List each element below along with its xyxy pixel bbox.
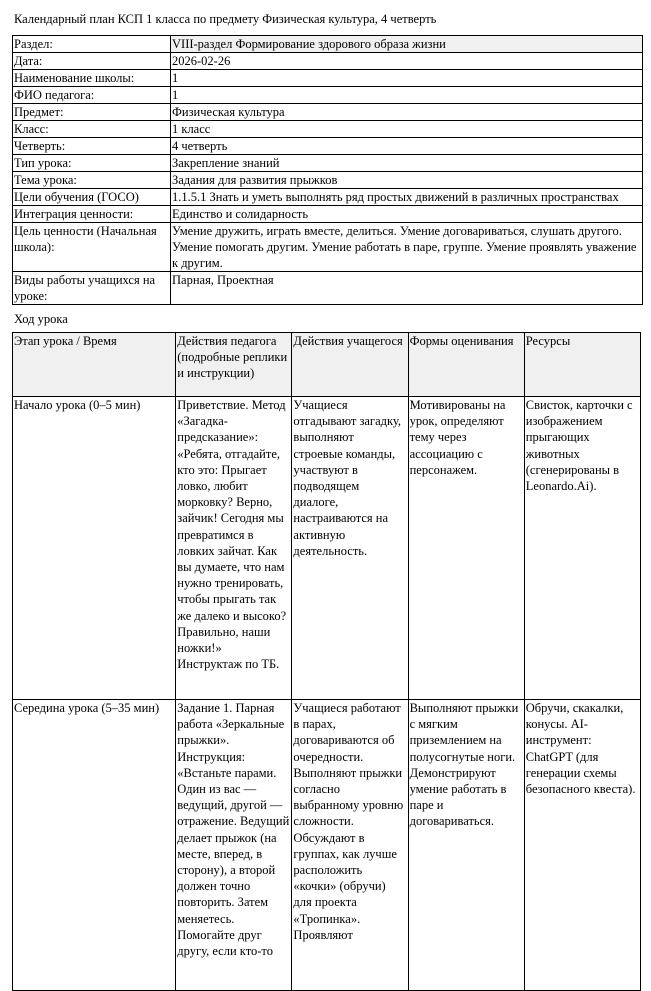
info-value: Закрепление знаний [171, 155, 643, 172]
info-row-class [13, 121, 643, 138]
info-row-goals [13, 189, 643, 206]
column-header: Действия педагога (подробные реплики и инструкции) [176, 333, 292, 397]
info-label: Тема урока: [13, 172, 171, 189]
column-header: Этап урока / Время [13, 333, 176, 397]
info-row-value-integration [13, 206, 643, 223]
info-value: 1 [171, 87, 643, 104]
teacher-actions-cell: Приветствие. Метод «Загадка-предсказание»: «Ребята, отгадайте, кто это: Прыгает ловко, любит морковку? Верно, зайчик! Сегодня мы превратимся в ловких зайчат. Как вы думаете, что нам нужно тренировать, чтобы прыгать так же далеко и высоко? Правильно, наши ножки!» Инструктаж по ТБ. [176, 397, 292, 700]
teacher-actions-cell: Задание 1. Парная работа «Зеркальные прыжки». Инструкция: «Встаньте парами. Один из вас — ведущий, другой — отражение. Ведущий делает прыжок (на месте, вперед, в сторону), а второй должен точно повторить. Затем меняетесь. Помогайте друг другу, если кто-то [176, 700, 292, 991]
info-value: Физическая культура [171, 104, 643, 121]
student-actions-cell: Учащиеся работают в парах, договариваются об очередности. Выполняют прыжки согласно выбранному уровню сложности. Обсуждают в группах, как лучше расположить «кочки» (обручи) для проекта «Тропинка». Проявляют [292, 700, 408, 991]
assessment-cell: Мотивированы на урок, определяют тему через ассоциацию с персонажем. [408, 397, 524, 700]
info-value: 1 класс [171, 121, 643, 138]
info-row-teacher [13, 87, 643, 104]
info-label: Класс: [13, 121, 171, 138]
column-header: Формы оценивания [408, 333, 524, 397]
info-value: 1 [171, 70, 643, 87]
lesson-info-table [12, 35, 643, 305]
info-value: VIII-раздел Формирование здорового образа жизни [171, 36, 643, 53]
info-row-school [13, 70, 643, 87]
info-row-lesson-type [13, 155, 643, 172]
info-value: 2026-02-26 [171, 53, 643, 70]
info-row-quarter [13, 138, 643, 155]
info-value: 4 четверть [171, 138, 643, 155]
lesson-plan-table [12, 332, 641, 991]
assessment-cell: Выполняют прыжки с мягким приземлением на полусогнутые ноги. Демонстрируют умение работать в паре и договариваться. [408, 700, 524, 991]
info-value: Единство и солидарность [171, 206, 643, 223]
resources-cell: Свисток, карточки с изображением прыгающих животных (сгенерированы в Leonardo.Ai). [524, 397, 640, 700]
info-label: Наименование школы: [13, 70, 171, 87]
resources-cell: Обручи, скакалки, конусы. AI-инструмент: ChatGPT (для генерации схемы безопасного квеста). [524, 700, 640, 991]
info-label: Интеграция ценности: [13, 206, 171, 223]
info-value: Умение дружить, играть вместе, делиться. Умение договариваться, слушать другого. Умение помогать другим. Умение работать в паре, группе. Умение проявлять уважение к другим. [171, 223, 643, 272]
student-actions-cell: Учащиеся отгадывают загадку, выполняют строевые команды, участвуют в подводящем диалоге, настраиваются на активную деятельность. [292, 397, 408, 700]
info-label: Цель ценности (Начальная школа): [13, 223, 171, 272]
info-row-work-types [13, 272, 643, 305]
info-label: Четверть: [13, 138, 171, 155]
info-label: ФИО педагога: [13, 87, 171, 104]
info-label: Раздел: [13, 36, 171, 53]
table-header-row [13, 333, 641, 397]
column-header: Ресурсы [524, 333, 640, 397]
info-value: 1.1.5.1 Знать и уметь выполнять ряд простых движений в различных пространствах [171, 189, 643, 206]
info-row-subject [13, 104, 643, 121]
info-label: Тип урока: [13, 155, 171, 172]
column-header: Действия учащегося [292, 333, 408, 397]
info-row-section [13, 36, 643, 53]
info-label: Предмет: [13, 104, 171, 121]
document-title: Календарный план КСП 1 класса по предмету Физическая культура, 4 четверть [14, 12, 437, 26]
info-row-topic [13, 172, 643, 189]
stage-cell: Середина урока (5–35 мин) [13, 700, 176, 991]
info-value: Задания для развития прыжков [171, 172, 643, 189]
info-label: Дата: [13, 53, 171, 70]
lesson-progress-heading: Ход урока [14, 312, 68, 326]
table-row [13, 397, 641, 700]
info-label: Виды работы учащихся на уроке: [13, 272, 171, 305]
stage-cell: Начало урока (0–5 мин) [13, 397, 176, 700]
table-row [13, 700, 641, 991]
info-label: Цели обучения (ГОСО) [13, 189, 171, 206]
info-row-value-goal [13, 223, 643, 272]
info-row-date [13, 53, 643, 70]
info-value: Парная, Проектная [171, 272, 643, 305]
